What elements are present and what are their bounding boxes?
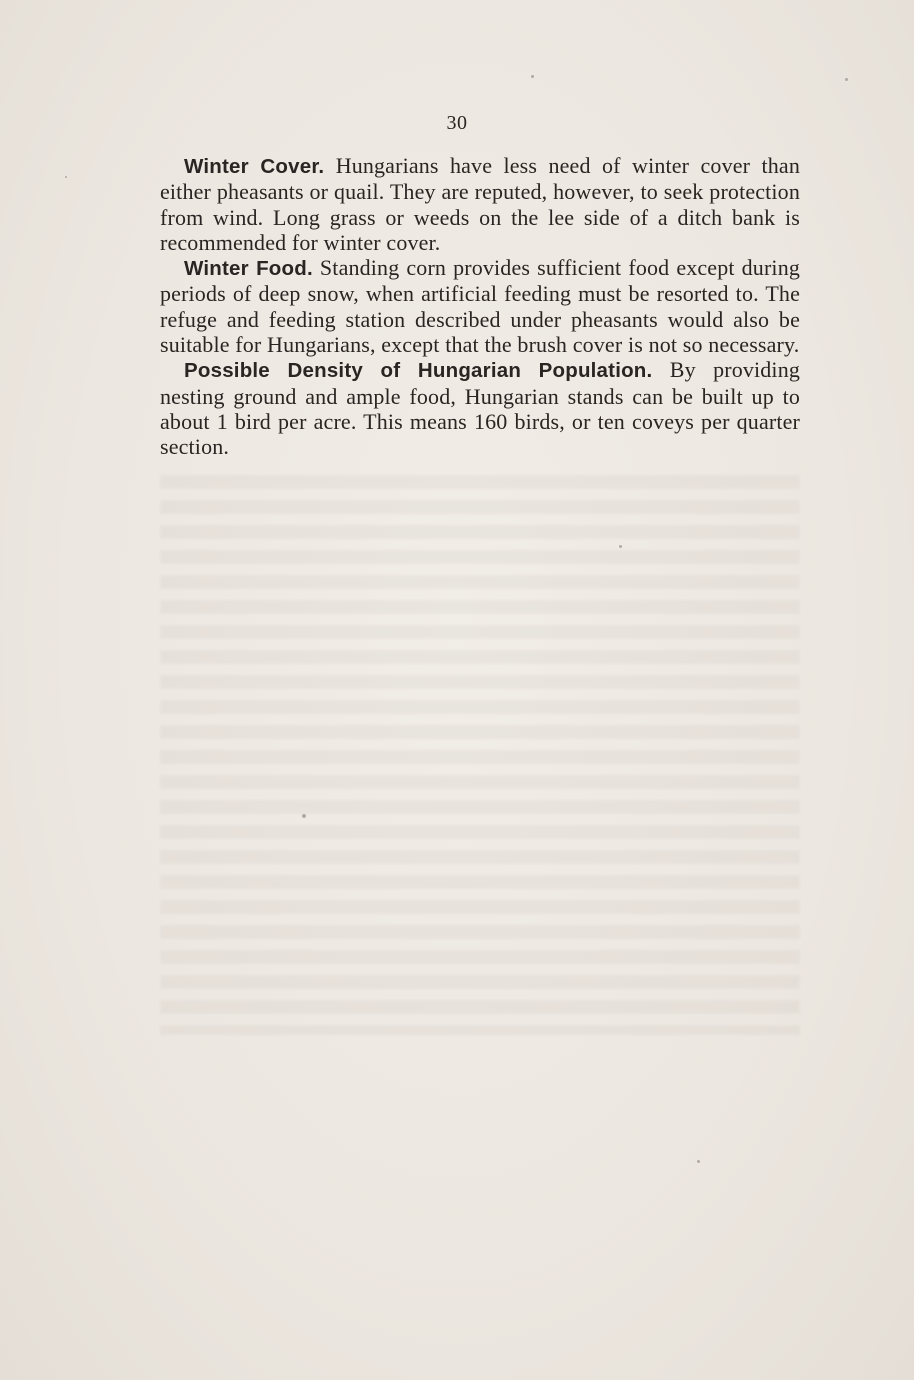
paper-speck [302, 814, 306, 818]
paragraph-winter-cover [160, 153, 800, 255]
bleed-through-texture [160, 475, 800, 1035]
heading-population-density: Possible Density of Hungarian Population. [184, 359, 653, 383]
paper-speck [697, 1160, 700, 1163]
page-number: 30 [446, 112, 468, 134]
paper-speck [845, 78, 848, 81]
heading-winter-cover: Winter Cover. [184, 155, 325, 178]
paper-speck [65, 176, 67, 178]
text-winter-food: Standing corn provides sufficient food except during periods of deep snow, when artificial feeding must be resorted to. The refuge and feeding station described under pheasants would also be suitable for Hungarians, except that the brush cover is not so necessary. [160, 255, 800, 358]
paper-speck [531, 75, 534, 78]
text-winter-cover: Hungarians have less need of winter cover than either pheasants or quail. They are reputed, however, to seek protection from wind. Long grass or weeds on the lee side of a ditch bank is recommended for winter cover. [160, 153, 800, 255]
paragraph-winter-food [160, 255, 800, 357]
paragraph-population-density [160, 357, 800, 459]
text-population-density: By providing nesting ground and ample food, Hungarian stands can be built up to about 1 bird per acre. This means 160 birds, or ten coveys per quarter section. [160, 357, 800, 460]
paper-speck [619, 545, 622, 548]
body-text [160, 153, 800, 460]
heading-winter-food: Winter Food. [184, 257, 313, 281]
